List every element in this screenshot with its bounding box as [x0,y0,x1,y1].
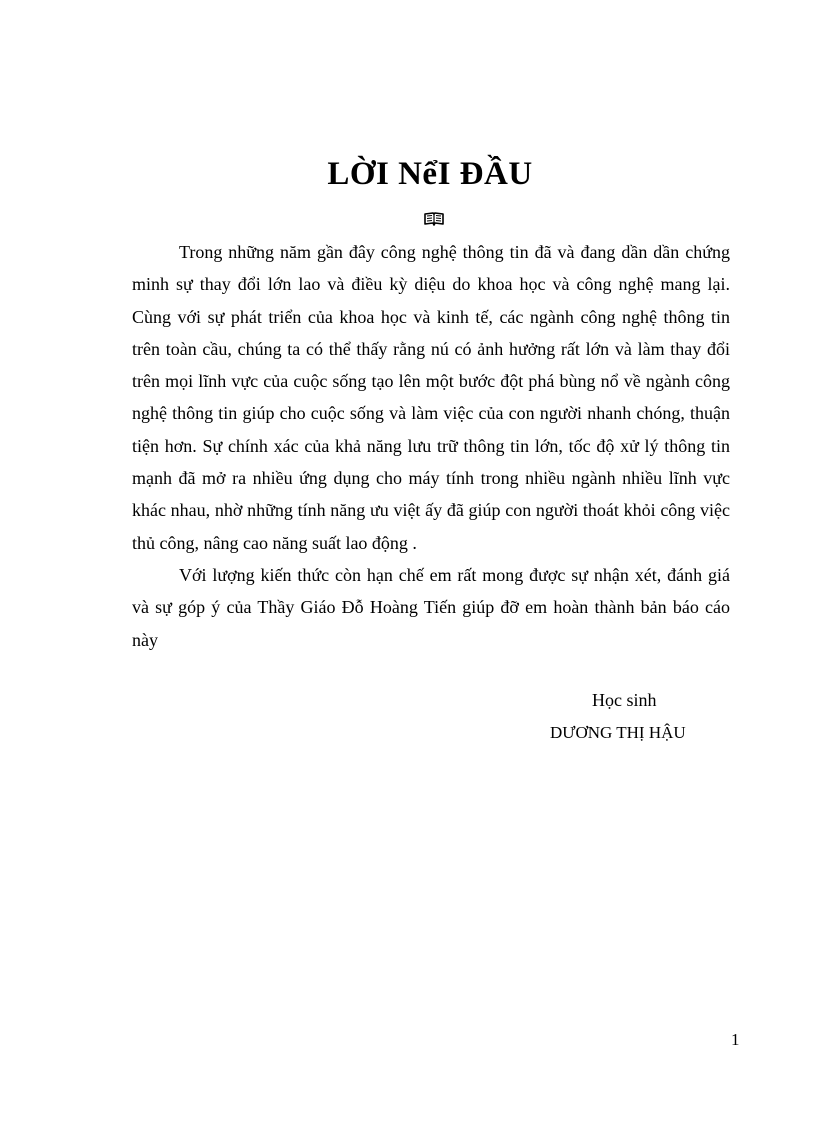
acknowledgement-paragraph: Với lượng kiến thức còn hạn chế em rất mong được sự nhận xét, đánh giá và sự góp ý của Thầy Giáo Đỗ Hoàng Tiến giúp đỡ em hoàn thành bản báo cáo này [132,564,730,650]
signature-role: Học sinh [592,690,657,710]
page-number: 1 [731,1030,740,1049]
page-title: LỜI NểI ĐẦU [327,156,533,192]
intro-paragraph: Trong những năm gần đây công nghệ thông tin đã và đang dần dần chứng minh sự thay đổi lớn lao và điều kỳ diệu do khoa học và công nghệ mang lại. Cùng với sự phát triển của khoa học và kinh tế, các ngành công nghệ thông tin trên toàn cầu, chúng ta có thể thấy rằng nú có ảnh hưởng rất lớn và làm thay đổi trên mọi lĩnh vực của cuộc sống tạo lên một bước đột phá bùng nổ về ngành công nghệ thông tin giúp cho cuộc sống và làm việc của con người nhanh chóng, thuận tiện hơn. Sự chính xác của khả năng lưu trữ thông tin lớn, tốc độ xử lý thông tin mạnh đã mở ra nhiều ứng dụng cho máy tính trong nhiều ngành nhiều lĩnh vực khác nhau, nhờ những tính năng ưu việt ấy đã giúp con người thoát khỏi công việc thủ công, nâng cao năng suất lao động . [132,242,730,553]
body-text [132,236,730,656]
signature-name: DƯƠNG THỊ HẬU [550,723,686,742]
open-book-icon [424,211,444,227]
